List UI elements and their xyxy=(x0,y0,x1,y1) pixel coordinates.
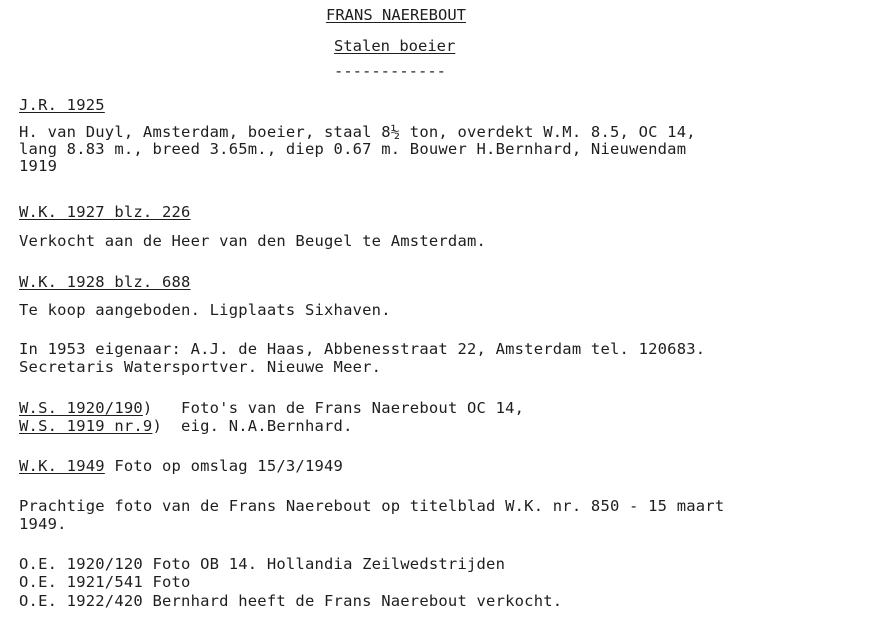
document-subtitle: Stalen boeier xyxy=(334,37,456,55)
photo-line-1: Prachtige foto van de Frans Naerebout op titelblad W.K. nr. 850 - 15 maart xyxy=(19,497,725,515)
oe-line-3: O.E. 1922/420 Bernhard heeft de Frans Naerebout verkocht. xyxy=(19,592,563,610)
title-divider: ------------ xyxy=(334,62,446,80)
document-title: FRANS NAEREBOUT xyxy=(326,6,466,24)
jr-1925-reference: J.R. 1925 xyxy=(19,96,105,114)
wk-1949-reference: W.K. 1949 xyxy=(19,457,105,475)
wk-1927-text: Verkocht aan de Heer van den Beugel te Amsterdam. xyxy=(19,232,487,250)
ws-row-2-text: ) eig. N.A.Bernhard. xyxy=(152,417,353,435)
oe-line-1: O.E. 1920/120 Foto OB 14. Hollandia Zeilwedstrijden xyxy=(19,555,506,573)
photo-line-2: 1949. xyxy=(19,515,67,533)
owner-1953-line-2: Secretaris Watersportver. Nieuwe Meer. xyxy=(19,358,382,376)
jr-1925-line-2: lang 8.83 m., breed 3.65m., diep 0.67 m. Bouwer H.Bernhard, Nieuwendam xyxy=(19,140,687,158)
wk-1928-text: Te koop aangeboden. Ligplaats Sixhaven. xyxy=(19,301,391,319)
oe-line-2: O.E. 1921/541 Foto xyxy=(19,573,191,591)
wk-1949-text: Foto op omslag 15/3/1949 xyxy=(104,457,344,475)
owner-1953-line-1: In 1953 eigenaar: A.J. de Haas, Abbenesstraat 22, Amsterdam tel. 120683. xyxy=(19,340,706,358)
jr-1925-line-3: 1919 xyxy=(19,157,58,175)
jr-1925-line-1: H. van Duyl, Amsterdam, boeier, staal 8½ ton, overdekt W.M. 8.5, OC 14, xyxy=(19,123,696,141)
ws-row-1-text: ) Foto's van de Frans Naerebout OC 14, xyxy=(142,399,525,417)
ws-row-2 xyxy=(19,418,353,435)
ws-1920-reference: W.S. 1920/190 xyxy=(19,399,143,417)
ws-1919-reference: W.S. 1919 nr.9 xyxy=(19,417,153,435)
wk-1949-row xyxy=(19,458,343,475)
wk-1928-reference: W.K. 1928 blz. 688 xyxy=(19,273,191,291)
wk-1927-reference: W.K. 1927 blz. 226 xyxy=(19,203,191,221)
ws-row-1 xyxy=(19,400,524,417)
